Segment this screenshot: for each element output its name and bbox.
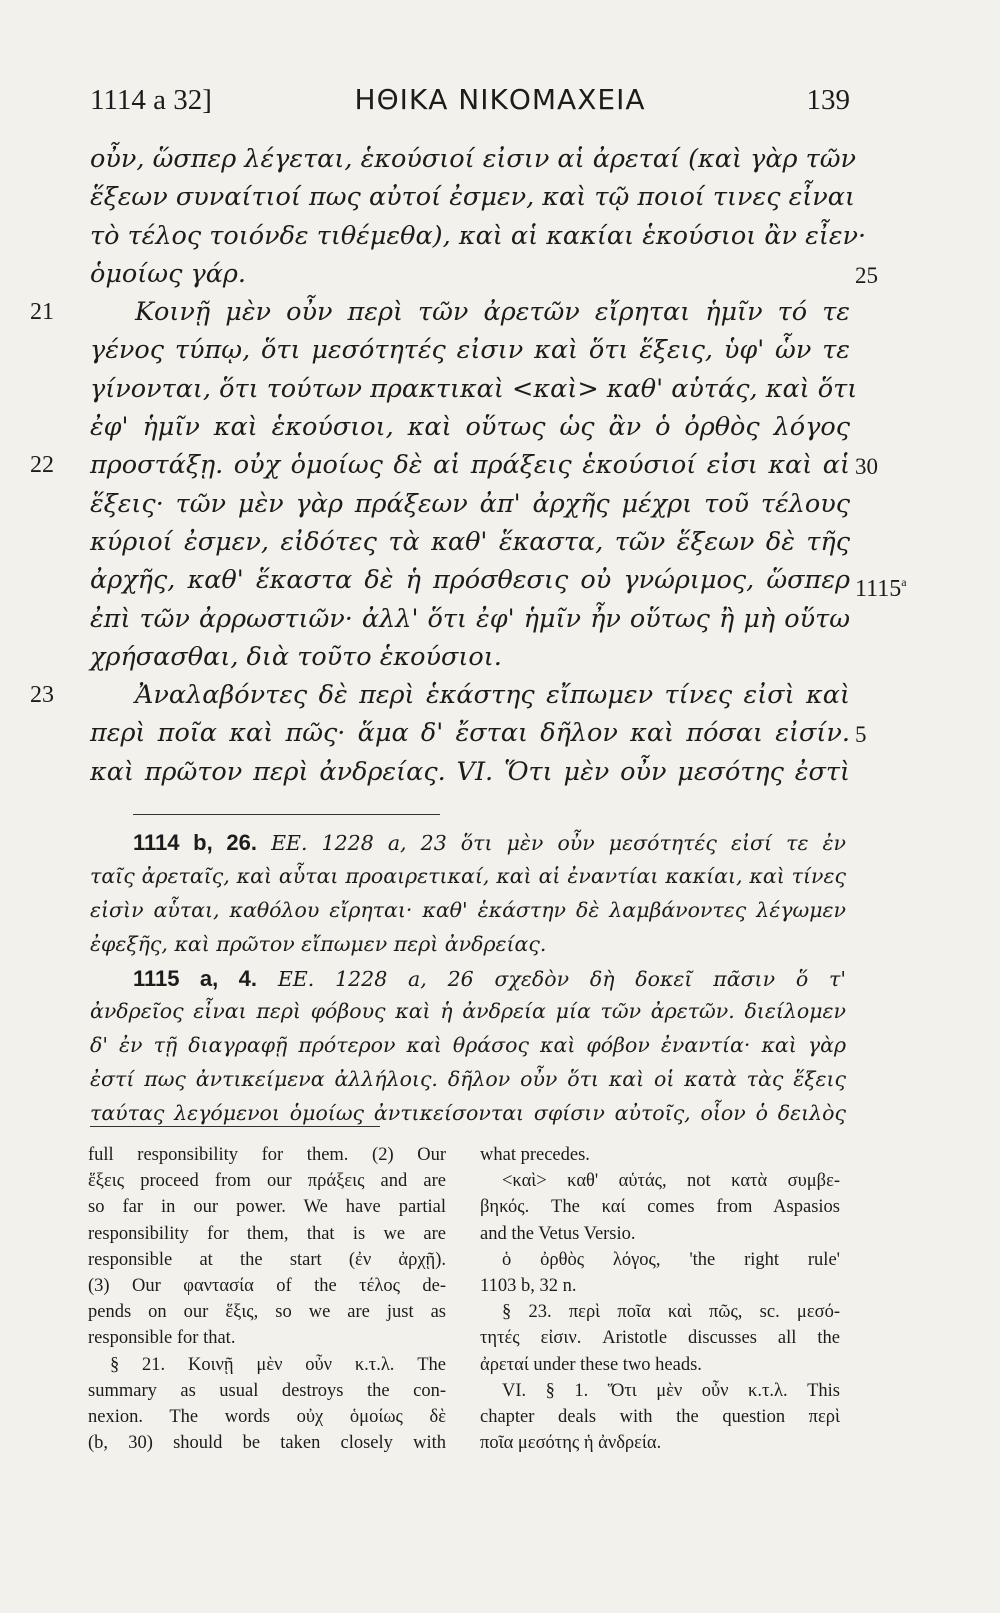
text-line <box>90 140 857 178</box>
commentary-line: full responsibility for them. (2) Our <box>88 1145 446 1165</box>
separator-rule <box>133 814 440 815</box>
commentary-line: 1103 b, 32 n. <box>480 1275 577 1296</box>
line-number <box>855 257 878 295</box>
line-text: οὖν, ὥσπερ λέγεται, ἑκούσιοί εἰσιν αἱ ἀρεταί (καὶ γὰρ τῶν <box>90 144 857 174</box>
parallel-line <box>90 928 846 962</box>
text-line <box>90 255 878 293</box>
commentary-right-column <box>480 1142 840 1456</box>
line-text: χρήσασθαι, διὰ τοῦτο ἑκούσιοι. <box>90 641 502 672</box>
line-text: καὶ πρῶτον περὶ ἀνδρείας. VI. Ὅτι μὲν οὖν μεσότης ἐστὶ <box>90 756 850 787</box>
parallel-text: ταύτας λεγόμενοι ὁμοίως ἀντικείσονται σφίσιν αὐτοῖς, οἷον ὁ δειλὸς <box>90 1101 846 1126</box>
line-number <box>855 563 907 608</box>
commentary-line: τητές εἰσιν. Aristotle discusses all the <box>480 1328 840 1349</box>
parallel-line <box>90 1063 846 1097</box>
commentary-line: and the Vetus Versio. <box>480 1223 636 1244</box>
parallel-ref: 1114 b, 26. <box>133 830 257 855</box>
text-line <box>90 753 850 791</box>
line-text: Ἀναλαβόντες δὲ περὶ ἑκάστης εἴπωμεν τίνες εἰσὶ καὶ <box>135 680 850 711</box>
parallel-text: εἰσὶν αὗται, καθόλου εἴρηται· καθ' ἑκάστην δὲ λαμβάνοντες λέγωμεν <box>90 897 846 922</box>
parallel-text: ἀνδρεῖος εἶναι περὶ φόβους καὶ ἡ ἀνδρεία μία τῶν ἀρετῶν. διείλομεν <box>90 999 846 1024</box>
commentary-line: βηκός. The καί comes from Aspasios <box>480 1197 840 1218</box>
line-number-value: 1115 <box>855 576 902 603</box>
parallel-ref: 1115 a, 4. <box>133 965 258 991</box>
text-line <box>90 638 850 676</box>
parallel-text: δ' ἐν τῇ διαγραφῇ πρότερον καὶ θράσος καὶ φόβον ἐναντία· καὶ γὰρ <box>90 1033 846 1058</box>
parallel-line <box>90 995 846 1029</box>
text-line <box>90 217 867 255</box>
running-head-ref: 1114 a 32] <box>90 84 212 116</box>
text-line <box>90 485 850 523</box>
parallel-line <box>90 860 846 894</box>
text-line <box>30 676 850 714</box>
commentary-line: responsible at the start (ἐν ἀρχῇ). <box>88 1249 446 1270</box>
commentary-line: (3) Our φαντασία of the τέλος de- <box>88 1275 446 1296</box>
line-text: γίνονται, ὅτι τούτων πρακτικαὶ <καὶ> καθ' αὑτάς, καὶ ὅτι <box>90 373 858 404</box>
text-line <box>90 408 850 446</box>
commentary-line: summary as usual destroys the con- <box>88 1380 446 1401</box>
parallel-text: EE. 1228 a, 26 σχεδὸν δὴ δοκεῖ πᾶσιν ὅ τ' <box>277 966 846 991</box>
commentary-line: § 21. Κοινῇ μὲν οὖν κ.τ.λ. The <box>110 1354 446 1375</box>
parallel-text: ταῖς ἀρεταῖς, καὶ αὗται προαιρετικαί, καὶ αἱ ἐναντίαι κακίαι, καὶ τίνες <box>90 863 846 888</box>
text-line <box>90 370 858 408</box>
line-number-value: 30 <box>855 454 878 480</box>
text-line <box>90 714 867 752</box>
line-text: προστάξῃ. οὐχ ὁμοίως δὲ αἱ πράξεις ἑκούσιοί εἰσι καὶ αἱ <box>90 450 850 481</box>
parallel-text: EE. 1228 a, 23 ὅτι μὲν οὖν μεσότητές εἰσί τε ἐν <box>271 831 847 855</box>
parallel-line <box>90 962 846 996</box>
parallel-passages <box>90 826 846 1131</box>
section-number: 21 <box>30 299 54 326</box>
line-text: ἐπὶ τῶν ἀρρωστιῶν· ἀλλ' ὅτι ἐφ' ἡμῖν ἦν οὕτως ἢ μὴ οὕτω <box>90 603 850 634</box>
commentary-line: what precedes. <box>480 1145 590 1165</box>
parallel-line <box>90 826 846 860</box>
line-text: περὶ ποῖα καὶ πῶς· ἅμα δ' ἔσται δῆλον καὶ πόσαι εἰσίν. <box>90 718 850 749</box>
parallel-line <box>90 894 846 928</box>
line-number <box>855 448 878 486</box>
line-text: τὸ τέλος τοιόνδε τιθέμεθα), καὶ αἱ κακίαι ἑκούσιοι ἂν εἶεν· <box>90 220 867 251</box>
text-line <box>90 523 850 561</box>
line-text: γένος τύπῳ, ὅτι μεσότητές εἰσιν καὶ ὅτι ἕξεις, ὑφ' ὧν τε <box>90 335 850 366</box>
parallel-text: ἐστί πως ἀντικείμενα ἀλλήλοις. δῆλον οὖν ὅτι καὶ οἱ κατὰ τὰς ἕξεις <box>90 1067 846 1092</box>
commentary-line: responsible for that. <box>88 1328 236 1349</box>
footnote-rule <box>90 1126 380 1127</box>
commentary-line: pends on our ἕξις, so we are just as <box>88 1302 446 1323</box>
text-line <box>30 293 850 331</box>
column-letter: a <box>901 575 907 590</box>
main-greek-text <box>30 140 907 791</box>
line-number <box>855 716 867 754</box>
line-text: ἀρχῆς, καθ' ἕκαστα δὲ ἡ πρόσθεσις οὐ γνώριμος, ὥσπερ <box>90 565 850 596</box>
section-number: 22 <box>30 452 54 479</box>
text-line <box>90 561 907 603</box>
commentary-line: <καὶ> καθ' αὑτάς, not κατὰ συμβε- <box>502 1171 840 1192</box>
text-line <box>90 331 850 369</box>
commentary-line: ἕξεις proceed from our πράξεις and are <box>88 1171 446 1192</box>
commentary-line: VI. § 1. Ὅτι μὲν οὖν κ.τ.λ. This <box>502 1380 840 1401</box>
parallel-line <box>90 1029 846 1063</box>
text-line <box>90 600 850 638</box>
text-line <box>90 178 855 216</box>
commentary-line: § 23. περὶ ποῖα καὶ πῶς, sc. μεσό- <box>502 1302 840 1323</box>
text-line <box>30 446 878 484</box>
commentary-line: (b, 30) should be taken closely with <box>88 1433 446 1454</box>
commentary-line: responsibility for them, that is we are <box>88 1223 446 1244</box>
line-text: ἕξεις· τῶν μὲν γὰρ πράξεων ἀπ' ἀρχῆς μέχρι τοῦ τέλους <box>90 488 850 519</box>
running-head-title: ΗΘΙΚΑ ΝΙΚΟΜΑΧΕΙΑ <box>354 83 646 116</box>
parallel-text: ἐφεξῆς, καὶ πρῶτον εἴπωμεν περὶ ἀνδρείας. <box>90 931 547 956</box>
commentary-line: nexion. The words οὐχ ὁμοίως δὲ <box>88 1406 446 1427</box>
line-number-value: 5 <box>855 722 867 748</box>
page-number: 139 <box>806 84 850 116</box>
line-text: ὁμοίως γάρ. <box>90 258 247 289</box>
commentary-line: ἀρεταί under these two heads. <box>480 1354 702 1375</box>
commentary-left-column <box>88 1142 446 1456</box>
line-text: ἕξεων συναίτιοί πως αὐτοί ἐσμεν, καὶ τῷ ποιοί τινες εἶναι <box>90 182 855 213</box>
commentary-line: chapter deals with the question περὶ <box>480 1406 840 1427</box>
line-text: Κοινῇ μὲν οὖν περὶ τῶν ἀρετῶν εἴρηται ἡμῖν τό τε <box>135 297 850 328</box>
commentary-line: ποῖα μεσότης ἡ ἀνδρεία. <box>480 1433 662 1454</box>
line-number-value: 25 <box>855 262 878 288</box>
line-text: ἐφ' ἡμῖν καὶ ἑκούσιοι, καὶ οὕτως ὡς ἂν ὁ ὀρθὸς λόγος <box>90 412 850 443</box>
line-text: κύριοί ἐσμεν, εἰδότες τὰ καθ' ἕκαστα, τῶν ἕξεων δὲ τῆς <box>90 526 850 557</box>
commentary-line: ὁ ὀρθὸς λόγος, 'the right rule' <box>502 1249 840 1270</box>
section-number: 23 <box>30 682 54 709</box>
commentary-line: so far in our power. We have partial <box>88 1197 446 1218</box>
